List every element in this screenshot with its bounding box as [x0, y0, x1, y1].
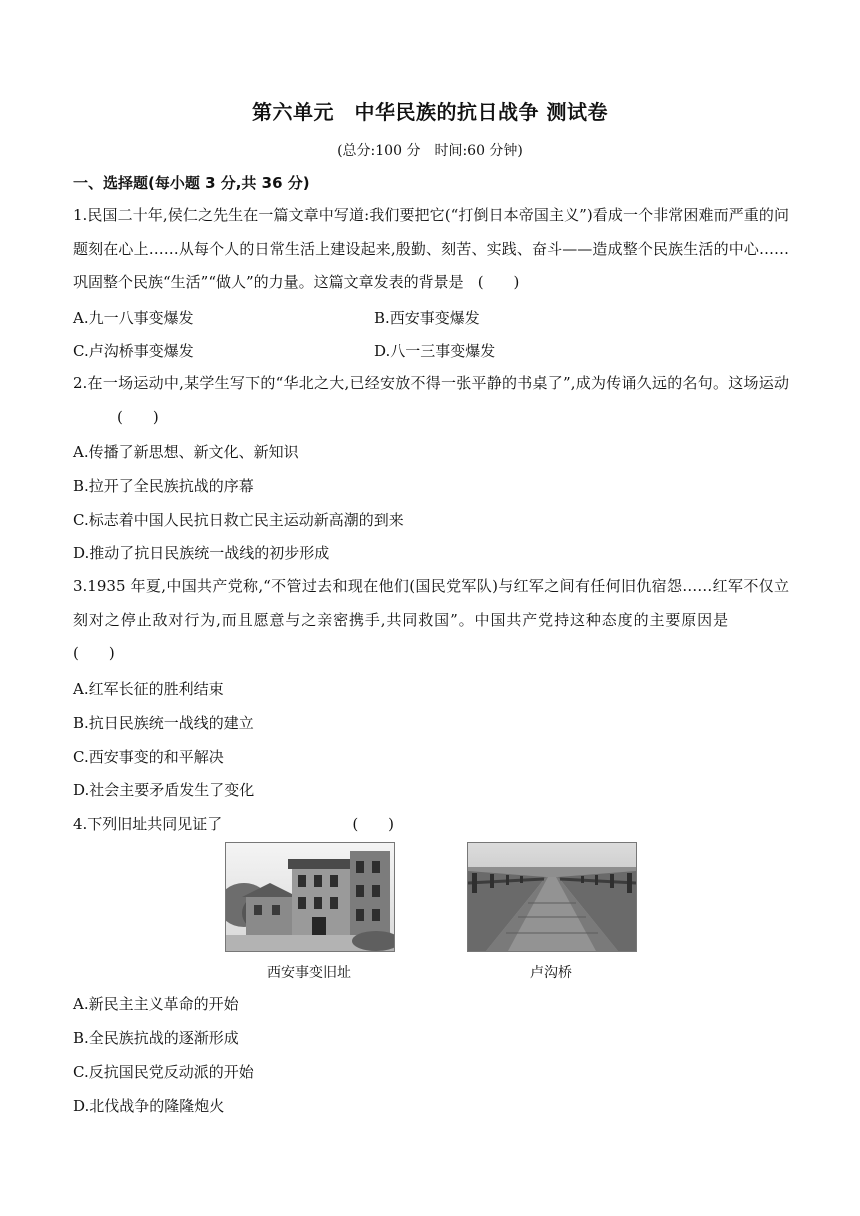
option-a[interactable]: A.九一八事变爆发: [73, 309, 194, 327]
photo-caption: 西安事变旧址: [267, 965, 351, 981]
option-c[interactable]: C.卢沟桥事变爆发: [73, 342, 194, 360]
option-a[interactable]: A.红军长征的胜利结束: [73, 680, 224, 698]
answer-bracket: ( ): [117, 407, 159, 426]
option-a[interactable]: A.传播了新思想、新文化、新知识: [73, 443, 299, 461]
answer-bracket: ( ): [352, 815, 395, 833]
option-c[interactable]: C.反抗国民党反动派的开始: [73, 1063, 254, 1081]
option-b[interactable]: B.抗日民族统一战线的建立: [73, 714, 254, 732]
question-1-stem: [73, 199, 789, 300]
question-4-stem: [73, 814, 394, 834]
question-3-stem: [73, 570, 789, 671]
page-title: 第六单元 中华民族的抗日战争 测试卷: [252, 100, 608, 124]
option-d[interactable]: D.推动了抗日民族统一战线的初步形成: [73, 544, 330, 562]
question-text: 4.下列旧址共同见证了: [73, 815, 223, 833]
photo-caption: 卢沟桥: [530, 965, 572, 981]
answer-bracket: ( ): [477, 273, 520, 292]
section-heading: 一、选择题(每小题 3 分,共 36 分): [73, 174, 310, 192]
option-d[interactable]: D.北伐战争的隆隆炮火: [73, 1097, 225, 1115]
option-d[interactable]: D.八一三事变爆发: [374, 342, 496, 360]
question-text: 3.1935 年夏,中国共产党称,“不管过去和现在他们(国民党军队)与红军之间有任何旧仇宿怨……红军不仅立刻对之停止敌对行为,而且愿意与之亲密携手,共同救国”。中国共产党持这种态度的主要原因是: [73, 577, 789, 629]
option-c[interactable]: C.西安事变的和平解决: [73, 748, 224, 766]
option-b[interactable]: B.全民族抗战的逐渐形成: [73, 1029, 239, 1047]
option-b[interactable]: B.西安事变爆发: [374, 309, 480, 327]
answer-bracket: ( ): [73, 644, 115, 663]
question-text: 2.在一场运动中,某学生写下的“华北之大,已经安放不得一张平静的书桌了”,成为传诵久远的名句。这场运动: [73, 374, 789, 392]
option-d[interactable]: D.社会主要矛盾发生了变化: [73, 781, 255, 799]
lugou-bridge-photo: [467, 842, 637, 952]
option-c[interactable]: C.标志着中国人民抗日救亡民主运动新高潮的到来: [73, 511, 404, 529]
question-text: 1.民国二十年,侯仁之先生在一篇文章中写道:我们要把它(“打倒日本帝国主义”)看成一个非常困难而严重的问题刻在心上……从每个人的日常生活上建设起来,殷勤、刻苦、实践、奋斗——造成整个民族生活的中心……巩固整个民族“生活”“做人”的力量。这篇文章发表的背景是: [73, 206, 789, 292]
option-b[interactable]: B.拉开了全民族抗战的序幕: [73, 477, 254, 495]
xian-incident-site-photo: [225, 842, 395, 952]
question-2-stem: [73, 367, 789, 434]
option-a[interactable]: A.新民主主义革命的开始: [73, 995, 239, 1013]
exam-info: (总分:100 分 时间:60 分钟): [337, 143, 523, 159]
